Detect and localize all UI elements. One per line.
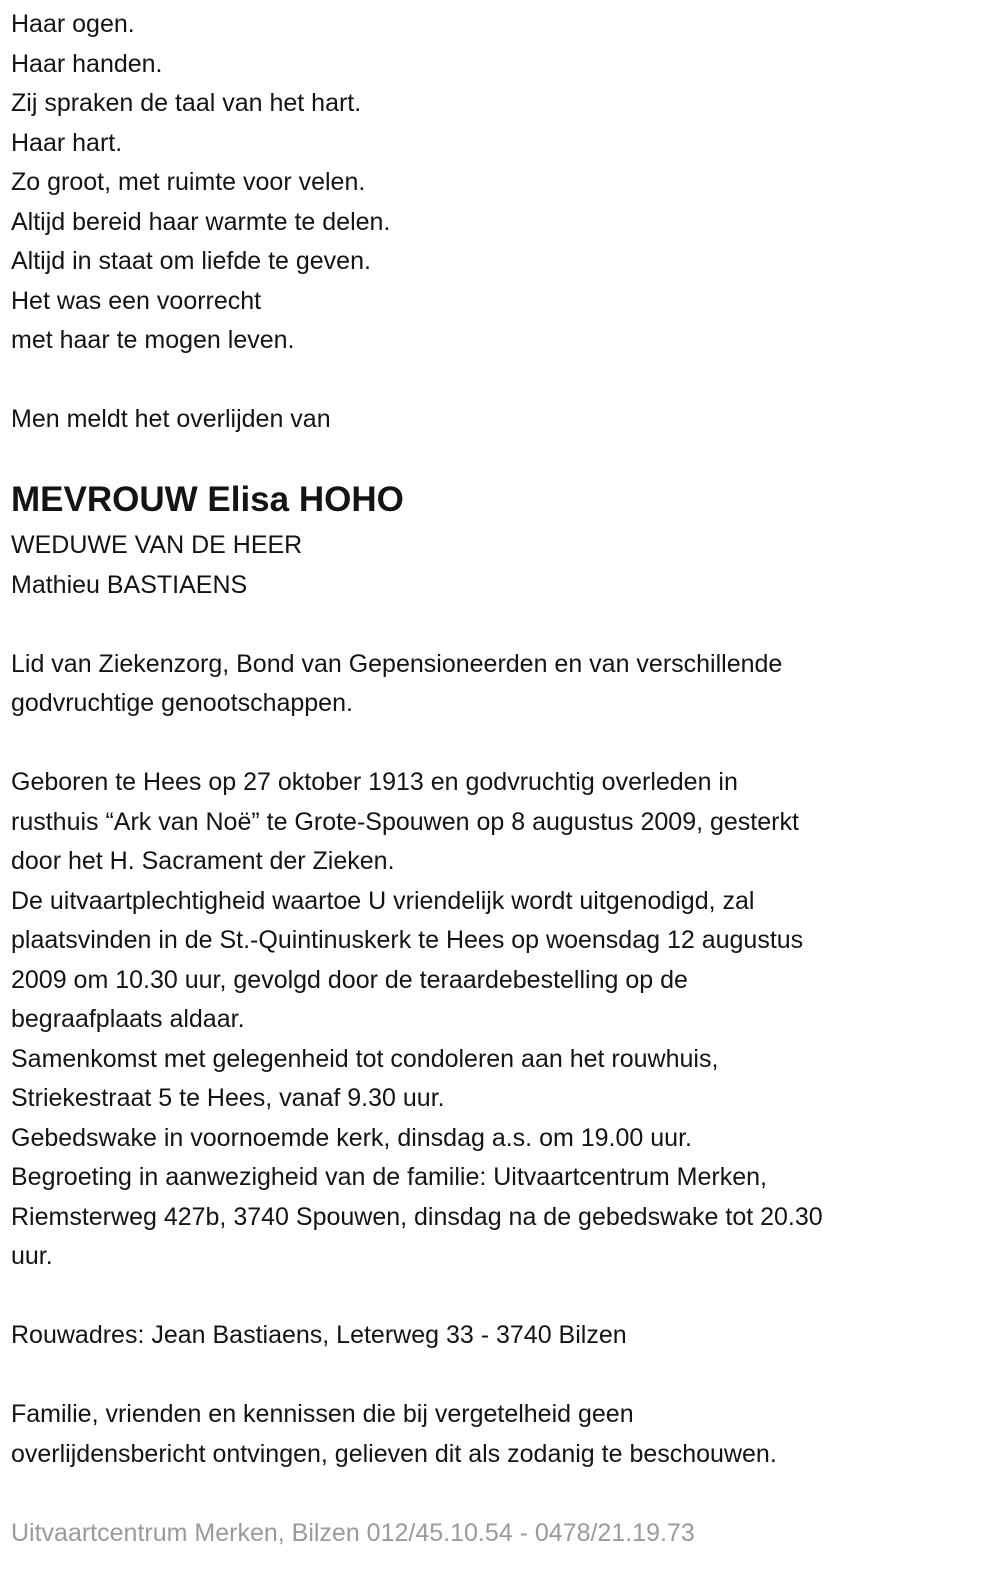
subtitle-line: WEDUWE VAN DE HEER [11, 531, 303, 559]
mourning-address: Rouwadres: Jean Bastiaens, Leterweg 33 - 3740 Bilzen [11, 1321, 627, 1349]
details-line: Riemsterweg 427b, 3740 Spouwen, dinsdag na de gebedswake tot 20.30 [11, 1202, 823, 1231]
details-line: 2009 om 10.30 uur, gevolgd door de teraardebestelling op de [11, 965, 688, 994]
details-line: door het H. Sacrament der Zieken. [11, 847, 395, 875]
footer-funeral-home: Uitvaartcentrum Merken, Bilzen 012/45.10.54 - 0478/21.19.73 [11, 1518, 695, 1547]
details-line: Samenkomst met gelegenheid tot condoleren aan het rouwhuis, [11, 1044, 719, 1073]
poem-line: Haar ogen. [11, 10, 135, 38]
poem-line: Altijd bereid haar warmte te delen. [11, 207, 391, 236]
notice-line: Familie, vrienden en kennissen die bij vergetelheid geen [11, 1400, 634, 1428]
notice [11, 1395, 1000, 1474]
details-line: Begroeting in aanwezigheid van de familie: Uitvaartcentrum Merken, [11, 1163, 767, 1191]
poem-line: Zo groot, met ruimte voor velen. [11, 168, 366, 196]
subtitle-line: Mathieu BASTIAENS [11, 570, 248, 599]
announcement: Men meldt het overlijden van [11, 405, 331, 433]
poem-line: Haar hart. [11, 128, 123, 157]
poem-line: Zij spraken de taal van het hart. [11, 89, 362, 117]
details-line: Gebedswake in voornoemde kerk, dinsdag a.s. om 19.00 uur. [11, 1123, 692, 1152]
poem-line: Het was een voorrecht [11, 286, 262, 315]
membership [11, 645, 1000, 724]
details-line: De uitvaartplechtigheid waartoe U vriendelijk wordt uitgenodigd, zal [11, 886, 755, 915]
membership-line: Lid van Ziekenzorg, Bond van Gepensioneerden en van verschillende [11, 649, 783, 678]
details-line: uur. [11, 1242, 53, 1270]
details-line: Striekestraat 5 te Hees, vanaf 9.30 uur. [11, 1084, 445, 1112]
details-line: begraafplaats aldaar. [11, 1005, 245, 1033]
membership-line: godvruchtige genootschappen. [11, 689, 353, 717]
poem [11, 5, 1000, 361]
deceased-name: MEVROUW Elisa HOHO [11, 480, 404, 519]
notice-line: overlijdensbericht ontvingen, gelieven dit als zodanig te beschouwen. [11, 1439, 777, 1468]
poem-line: met haar te mogen leven. [11, 326, 295, 354]
details-line: rusthuis “Ark van Noë” te Grote-Spouwen op 8 augustus 2009, gesterkt [11, 807, 799, 836]
details-line: plaatsvinden in de St.-Quintinuskerk te Hees op woensdag 12 augustus [11, 926, 804, 954]
details-line: Geboren te Hees op 27 oktober 1913 en godvruchtig overleden in [11, 768, 738, 796]
details [11, 763, 1000, 1277]
poem-line: Altijd in staat om liefde te geven. [11, 247, 371, 275]
poem-line: Haar handen. [11, 49, 163, 78]
